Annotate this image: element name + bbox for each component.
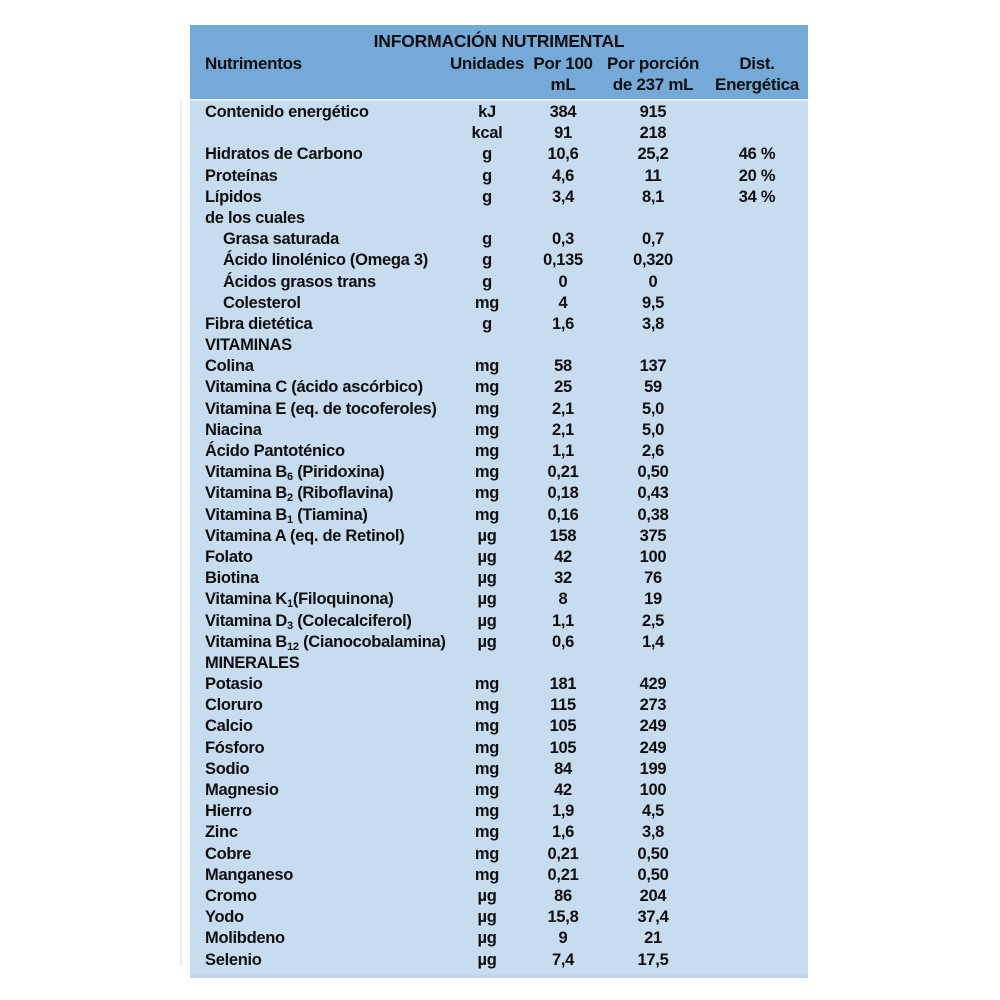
per-100ml-cell: 91 bbox=[554, 124, 572, 143]
table-row bbox=[190, 653, 808, 674]
per-portion-cell: 37,4 bbox=[637, 908, 669, 927]
nutrient-name: Potasio bbox=[205, 675, 263, 694]
per-portion-cell: 249 bbox=[639, 738, 667, 757]
table-row bbox=[190, 250, 808, 271]
per-portion-cell: 0,50 bbox=[637, 463, 669, 482]
table-row bbox=[190, 695, 808, 716]
unit-cell: mg bbox=[474, 844, 500, 863]
per-portion-cell: 0,38 bbox=[637, 505, 669, 524]
unit-cell: mg bbox=[474, 484, 500, 503]
column-header-por-100-ml: Por 100 mL bbox=[533, 54, 593, 94]
nutrient-name: Niacina bbox=[205, 420, 262, 439]
unit-cell: µg bbox=[477, 886, 497, 905]
unit-cell: mg bbox=[474, 696, 500, 715]
per-portion-cell: 199 bbox=[639, 759, 667, 778]
unit-cell: g bbox=[482, 187, 492, 206]
table-row bbox=[190, 102, 808, 123]
per-100ml-cell: 0,6 bbox=[551, 632, 575, 651]
per-portion-cell: 0,50 bbox=[637, 844, 669, 863]
unit-cell: kcal bbox=[471, 124, 503, 143]
per-100ml-cell: 9 bbox=[558, 929, 568, 948]
unit-cell: g bbox=[482, 272, 492, 291]
package-edge-line bbox=[180, 100, 182, 966]
unit-cell: mg bbox=[474, 463, 500, 482]
unit-cell: mg bbox=[474, 823, 500, 842]
nutrient-name: Lípidos bbox=[205, 187, 262, 206]
per-portion-cell: 0,50 bbox=[637, 865, 669, 884]
per-100ml-cell: 384 bbox=[549, 103, 577, 121]
per-100ml-cell: 58 bbox=[554, 357, 572, 376]
per-100ml-cell: 181 bbox=[549, 675, 577, 694]
per-portion-cell: 5,0 bbox=[641, 399, 665, 418]
nutrient-name: Biotina bbox=[205, 569, 259, 588]
nutrient-name: de los cuales bbox=[205, 208, 305, 227]
nutrient-name: Vitamina E (eq. de tocoferoles) bbox=[205, 399, 437, 418]
per-100ml-cell: 1,1 bbox=[551, 611, 575, 630]
unit-cell: mg bbox=[474, 357, 500, 376]
per-100ml-cell: 0,135 bbox=[543, 251, 583, 270]
nutrient-name: Zinc bbox=[205, 823, 238, 842]
per-portion-cell: 17,5 bbox=[637, 950, 669, 969]
per-portion-cell: 204 bbox=[639, 886, 667, 905]
unit-cell: mg bbox=[474, 420, 500, 439]
nutrient-name: Ácido Pantoténico bbox=[205, 442, 345, 460]
table-row bbox=[190, 293, 808, 314]
unit-cell: µg bbox=[477, 611, 497, 630]
per-portion-cell: 21 bbox=[644, 929, 662, 948]
per-100ml-cell: 1,6 bbox=[551, 823, 575, 842]
section-heading: MINERALES bbox=[205, 653, 300, 672]
per-portion-cell: 25,2 bbox=[637, 145, 669, 164]
unit-cell: mg bbox=[474, 781, 500, 799]
nutrient-name: Vitamina $D_3$ (Colecalciferol) bbox=[205, 611, 412, 632]
per-portion-cell: 0,320 bbox=[633, 251, 673, 270]
table-row bbox=[190, 314, 808, 335]
per-100ml-cell: 105 bbox=[549, 738, 577, 757]
per-portion-cell: 1,4 bbox=[641, 632, 665, 651]
per-100ml-cell: 1,9 bbox=[551, 802, 575, 821]
unit-cell: g bbox=[482, 251, 492, 270]
table-row bbox=[190, 483, 808, 504]
table-row bbox=[190, 144, 808, 165]
unit-cell: mg bbox=[474, 802, 500, 821]
table-row bbox=[190, 272, 808, 293]
section-heading: VITAMINAS bbox=[205, 336, 292, 355]
unit-cell: µg bbox=[477, 590, 497, 609]
table-row bbox=[190, 166, 808, 187]
unit-cell: g bbox=[482, 314, 492, 333]
unit-cell: g bbox=[482, 230, 492, 249]
per-portion-cell: 76 bbox=[644, 569, 662, 588]
nutrient-name: Yodo bbox=[205, 908, 244, 927]
per-100ml-cell: 84 bbox=[554, 759, 572, 778]
unit-cell: mg bbox=[474, 759, 500, 778]
nutrient-name: Colesterol bbox=[223, 293, 301, 312]
unit-cell: g bbox=[482, 166, 492, 185]
table-row bbox=[190, 420, 808, 441]
per-portion-cell: 2,6 bbox=[641, 442, 665, 460]
nutrient-name: Hidratos de Carbono bbox=[205, 145, 363, 164]
per-100ml-cell: 42 bbox=[554, 781, 572, 799]
per-portion-cell: 4,5 bbox=[641, 802, 665, 821]
table-row bbox=[190, 928, 808, 949]
unit-cell: µg bbox=[477, 908, 497, 927]
nutrient-name: Ácido linolénico (Omega 3) bbox=[223, 251, 428, 270]
unit-cell: g bbox=[482, 145, 492, 164]
unit-cell: mg bbox=[474, 378, 500, 397]
per-100ml-cell: 42 bbox=[554, 547, 572, 566]
per-100ml-cell: 0,18 bbox=[547, 484, 579, 503]
per-100ml-cell: 3,4 bbox=[551, 187, 575, 206]
table-row bbox=[190, 716, 808, 737]
per-100ml-cell: 2,1 bbox=[551, 399, 575, 418]
nutrient-name: Manganeso bbox=[205, 865, 294, 884]
per-portion-cell: 59 bbox=[644, 378, 662, 397]
column-header-dist-energetica: Dist. Energética bbox=[715, 54, 799, 94]
nutrient-name: Hierro bbox=[205, 802, 252, 821]
per-portion-cell: 0,7 bbox=[641, 230, 665, 249]
table-row bbox=[190, 505, 808, 526]
dist-energetica-cell: 34 % bbox=[738, 187, 776, 206]
table-row bbox=[190, 950, 808, 971]
per-100ml-cell: 10,6 bbox=[547, 145, 579, 164]
table-row bbox=[190, 568, 808, 589]
per-100ml-cell: 32 bbox=[554, 569, 572, 588]
table-row bbox=[190, 822, 808, 843]
unit-cell: mg bbox=[474, 675, 500, 694]
nutrient-name: Grasa saturada bbox=[223, 230, 339, 249]
table-row bbox=[190, 526, 808, 547]
table-header bbox=[190, 25, 808, 101]
per-100ml-cell: 0 bbox=[558, 272, 568, 291]
table-row bbox=[190, 399, 808, 420]
unit-cell: mg bbox=[474, 738, 500, 757]
nutrient-name: Folato bbox=[205, 547, 253, 566]
per-portion-cell: 9,5 bbox=[641, 293, 665, 312]
nutrient-name: Contenido energético bbox=[205, 103, 369, 121]
unit-cell: mg bbox=[474, 442, 500, 460]
table-row bbox=[190, 738, 808, 759]
per-portion-cell: 218 bbox=[639, 124, 667, 143]
table-row bbox=[190, 208, 808, 229]
table-row bbox=[190, 356, 808, 377]
per-portion-cell: 915 bbox=[639, 103, 667, 121]
table-row bbox=[190, 865, 808, 886]
unit-cell: µg bbox=[477, 632, 497, 651]
per-100ml-cell: 25 bbox=[554, 378, 572, 397]
nutrient-name: Fibra dietética bbox=[205, 314, 313, 333]
table-row bbox=[190, 759, 808, 780]
table-row bbox=[190, 187, 808, 208]
nutrient-name: Vitamina $B_1$ (Tiamina) bbox=[205, 505, 368, 526]
table-row bbox=[190, 547, 808, 568]
table-row bbox=[190, 589, 808, 610]
table-row bbox=[190, 123, 808, 144]
table-row bbox=[190, 632, 808, 653]
table-row bbox=[190, 801, 808, 822]
unit-cell: kJ bbox=[478, 103, 496, 121]
per-100ml-cell: 115 bbox=[550, 696, 576, 715]
nutrient-name: Vitamina $B_6$ (Piridoxina) bbox=[205, 463, 385, 484]
unit-cell: µg bbox=[477, 929, 497, 948]
table-row bbox=[190, 886, 808, 907]
table-body bbox=[190, 101, 808, 974]
nutrient-name: Selenio bbox=[205, 950, 262, 969]
nutrient-name: Sodio bbox=[205, 759, 250, 778]
nutrient-name: Vitamina C (ácido ascórbico) bbox=[205, 378, 423, 397]
per-portion-cell: 2,5 bbox=[641, 611, 665, 630]
per-100ml-cell: 0,3 bbox=[551, 230, 575, 249]
per-portion-cell: 11 bbox=[644, 166, 662, 185]
per-portion-cell: 0,43 bbox=[637, 484, 669, 503]
per-100ml-cell: 1,6 bbox=[551, 314, 575, 333]
per-portion-cell: 429 bbox=[639, 675, 667, 694]
per-100ml-cell: 4,6 bbox=[551, 166, 575, 185]
per-portion-cell: 5,0 bbox=[641, 420, 665, 439]
per-portion-cell: 19 bbox=[644, 590, 662, 609]
per-portion-cell: 8,1 bbox=[641, 187, 665, 206]
nutrient-name: Calcio bbox=[205, 717, 253, 736]
unit-cell: mg bbox=[474, 717, 500, 736]
nutrition-label bbox=[190, 25, 808, 978]
nutrient-name: Cloruro bbox=[205, 696, 263, 715]
table-row bbox=[190, 674, 808, 695]
per-100ml-cell: 0,16 bbox=[547, 505, 579, 524]
per-portion-cell: 375 bbox=[639, 526, 667, 545]
nutrient-name: Proteínas bbox=[205, 166, 278, 185]
column-headers bbox=[190, 51, 808, 99]
nutrient-name: Colina bbox=[205, 357, 254, 376]
table-title: INFORMACIÓN NUTRIMENTAL bbox=[373, 31, 625, 51]
unit-cell: µg bbox=[477, 950, 497, 969]
per-100ml-cell: 0,21 bbox=[547, 844, 579, 863]
unit-cell: µg bbox=[477, 569, 497, 588]
per-100ml-cell: 4 bbox=[558, 293, 568, 312]
nutrient-name: Vitamina A (eq. de Retinol) bbox=[205, 526, 405, 545]
nutrient-name: Vitamina $K_1(Filoquinona)$ bbox=[205, 590, 394, 611]
per-portion-cell: 3,8 bbox=[641, 314, 665, 333]
unit-cell: mg bbox=[474, 865, 500, 884]
nutrient-name: Molibdeno bbox=[205, 929, 285, 948]
table-row bbox=[190, 611, 808, 632]
per-100ml-cell: 0,21 bbox=[547, 865, 579, 884]
column-header-por-porcion: Por porción de 237 mL bbox=[606, 54, 700, 94]
per-portion-cell: 3,8 bbox=[641, 823, 665, 842]
per-100ml-cell: 7,4 bbox=[551, 950, 575, 969]
nutrient-name: Cromo bbox=[205, 886, 257, 905]
unit-cell: mg bbox=[474, 293, 500, 312]
per-portion-cell: 273 bbox=[639, 696, 667, 715]
table-row bbox=[190, 377, 808, 398]
per-100ml-cell: 86 bbox=[554, 886, 572, 905]
nutrient-name: Magnesio bbox=[205, 781, 279, 799]
per-100ml-cell: 1,1 bbox=[551, 442, 575, 460]
dist-energetica-cell: 46 % bbox=[738, 145, 776, 164]
per-portion-cell: 0 bbox=[648, 272, 658, 291]
table-row bbox=[190, 335, 808, 356]
per-portion-cell: 249 bbox=[639, 717, 667, 736]
unit-cell: µg bbox=[477, 547, 497, 566]
table-row bbox=[190, 907, 808, 928]
column-header-nutrimentos: Nutrimentos bbox=[205, 54, 302, 73]
column-header-unidades: Unidades bbox=[449, 54, 525, 73]
unit-cell: µg bbox=[477, 526, 497, 545]
table-row bbox=[190, 780, 808, 801]
unit-cell: mg bbox=[474, 505, 500, 524]
table-row bbox=[190, 462, 808, 483]
per-100ml-cell: 0,21 bbox=[547, 463, 579, 482]
per-100ml-cell: 15,8 bbox=[547, 908, 579, 927]
table-row bbox=[190, 844, 808, 865]
nutrient-name: Cobre bbox=[205, 844, 252, 863]
unit-cell: mg bbox=[474, 399, 500, 418]
per-100ml-cell: 105 bbox=[549, 717, 577, 736]
per-portion-cell: 100 bbox=[639, 547, 667, 566]
nutrient-name: Ácidos grasos trans bbox=[223, 272, 376, 291]
nutrient-name: Fósforo bbox=[205, 738, 265, 757]
table-row bbox=[190, 229, 808, 250]
per-100ml-cell: 158 bbox=[549, 526, 577, 545]
per-100ml-cell: 8 bbox=[558, 590, 568, 609]
nutrient-name: Vitamina $B_{12}$ (Cianocobalamina) bbox=[205, 632, 446, 653]
table-row bbox=[190, 441, 808, 462]
per-portion-cell: 100 bbox=[639, 781, 667, 799]
per-portion-cell: 137 bbox=[639, 357, 667, 376]
dist-energetica-cell: 20 % bbox=[738, 166, 776, 185]
per-100ml-cell: 2,1 bbox=[551, 420, 575, 439]
nutrient-name: Vitamina $B_2$ (Riboflavina) bbox=[205, 484, 394, 505]
